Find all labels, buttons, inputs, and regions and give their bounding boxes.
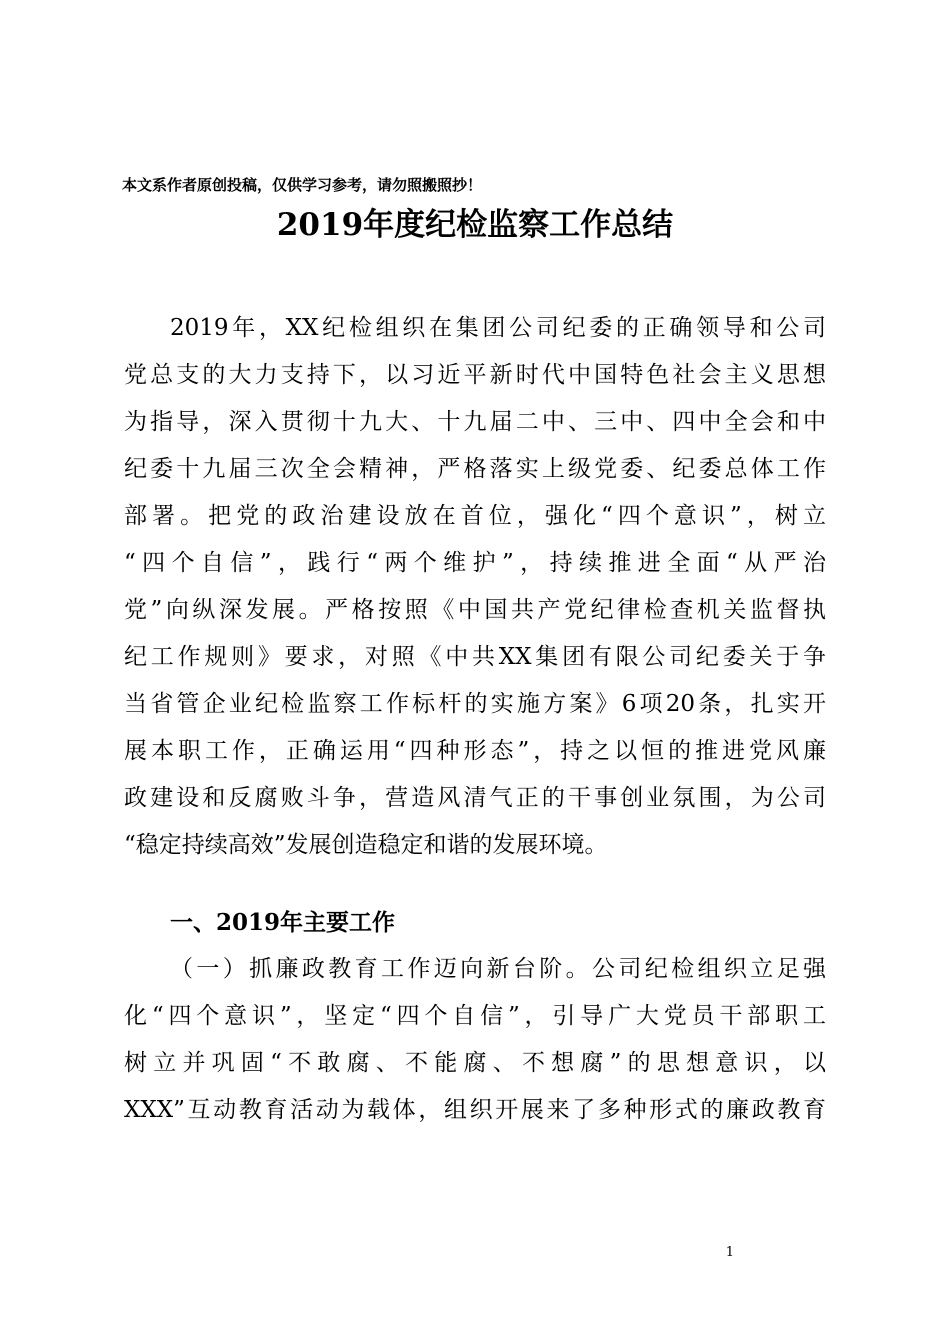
section-paragraph: [124, 946, 826, 1134]
text-line: 纪工作规则》要求，对照《中共XX集团有限公司纪委关于争: [124, 644, 826, 670]
document-title: 2019年度纪检监察工作总结: [276, 207, 674, 243]
text-line: 党”向纵深发展。严格按照《中国共产党纪律检查机关监督执: [124, 597, 826, 623]
text-line: “稳定持续高效”发展创造稳定和谐的发展环境。: [124, 832, 608, 858]
notice-line: 本文系作者原创投稿，仅供学习参考，请勿照搬照抄！: [122, 176, 483, 194]
text-line: 党总支的大力支持下，以习近平新时代中国特色社会主义思想: [124, 362, 826, 388]
text-line: 化“四个意识”，坚定“四个自信”，引导广大党员干部职工: [124, 1003, 826, 1029]
text-line: 纪委十九届三次全会精神，严格落实上级党委、纪委总体工作: [124, 456, 826, 482]
text-line: XXX”互动教育活动为载体，组织开展来了多种形式的廉政教育: [124, 1097, 826, 1123]
text-line: “四个自信”，践行“两个维护”，持续推进全面“从严治: [124, 550, 826, 576]
text-line: 树立并巩固“不敢腐、不能腐、不想腐”的思想意识，以: [124, 1050, 826, 1076]
text-line: 当省管企业纪检监察工作标杆的实施方案》6项20条，扎实开: [124, 691, 826, 717]
text-line: 为指导，深入贯彻十九大、十九届二中、三中、四中全会和中: [124, 409, 826, 435]
page-number: 1: [725, 1245, 734, 1260]
text-line: （一）抓廉政教育工作迈向新台阶。公司纪检组织立足强: [170, 956, 826, 982]
intro-paragraph: [124, 305, 826, 869]
text-line: 展本职工作，正确运用“四种形态”，持之以恒的推进党风廉: [124, 738, 826, 764]
text-line: 2019年，XX纪检组织在集团公司纪委的正确领导和公司: [170, 315, 826, 341]
section-heading: 一、2019年主要工作: [170, 909, 396, 936]
text-line: 部署。把党的政治建设放在首位，强化“四个意识”，树立: [124, 503, 826, 529]
text-line: 政建设和反腐败斗争，营造风清气正的干事创业氛围，为公司: [124, 785, 826, 811]
